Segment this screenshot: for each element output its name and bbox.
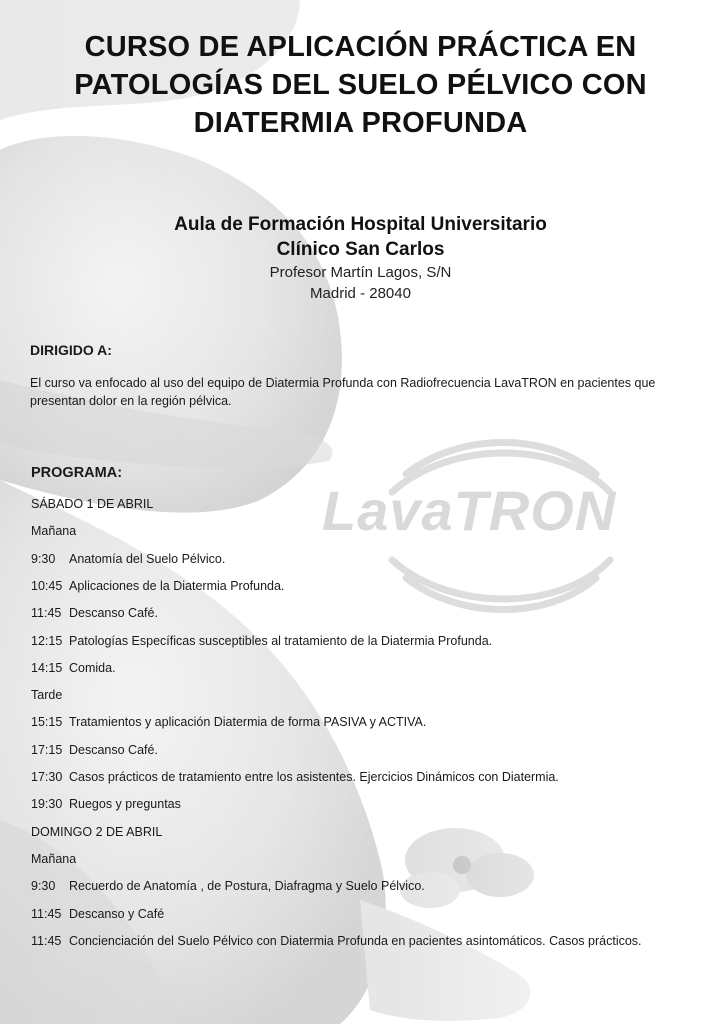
lavatron-logo: LavaTRON [322, 479, 617, 542]
programa-item [31, 687, 62, 703]
programa-heading: PROGRAMA: [31, 465, 123, 481]
programa-item-text: Comida. [69, 660, 116, 675]
programa-item-text: DOMINGO 2 DE ABRIL [31, 824, 163, 839]
programa-item [31, 851, 76, 867]
page-title [30, 28, 691, 142]
programa-item [31, 906, 164, 922]
venue-city: Madrid - 28040 [310, 285, 411, 302]
programa-item-time: 14:15 [31, 660, 63, 675]
title-line-3: DIATERMIA PROFUNDA [193, 107, 528, 139]
venue-address: Profesor Martín Lagos, S/N [269, 264, 452, 281]
programa-item-text: Recuerdo de Anatomía , de Postura, Diafragma y Suelo Pélvico. [69, 879, 425, 894]
programa-item [31, 551, 225, 567]
programa-item-text: Tarde [31, 688, 63, 703]
programa-item-text: Descanso y Café [69, 906, 165, 921]
programa-item [31, 796, 181, 812]
programa-item [31, 578, 284, 594]
programa-item [31, 660, 116, 676]
programa-item-text: Concienciación del Suelo Pélvico con Diatermia Profunda en pacientes asintomáticos. Casos prácticos. [69, 933, 642, 948]
programa-item-time: 9:30 [31, 551, 56, 566]
programa-item-text: Aplicaciones de la Diatermia Profunda. [69, 578, 285, 593]
programa-item-text: Tratamientos y aplicación Diatermia de forma PASIVA y ACTIVA. [69, 715, 427, 730]
programa-item-time: 19:30 [31, 797, 63, 812]
programa-item [31, 933, 642, 949]
programa-item-text: SÁBADO 1 DE ABRIL [31, 497, 154, 511]
programa-item-text: Ruegos y preguntas [69, 797, 181, 812]
programa-item [31, 605, 158, 621]
programa-item-text: Casos prácticos de tratamiento entre los asistentes. Ejercicios Dinámicos con Diatermia. [69, 770, 559, 784]
title-line-2: PATOLOGÍAS DEL SUELO PÉLVICO CON [74, 69, 647, 101]
venue-line-1: Aula de Formación Hospital Universitario [174, 214, 547, 235]
venue-block [60, 212, 661, 304]
programa-item-time: 9:30 [31, 879, 56, 894]
programa-item-text: Mañana [31, 524, 77, 539]
programa-item-text: Mañana [31, 851, 77, 866]
programa-item-time: 10:45 [31, 578, 63, 593]
programa-item-text: Anatomía del Suelo Pélvico. [69, 551, 226, 566]
programa-item [31, 878, 425, 894]
programa-item [31, 824, 162, 840]
programa-item-text: Descanso Café. [69, 742, 158, 757]
programa-item [31, 523, 76, 539]
dirigido-heading: DIRIGIDO A: [30, 342, 112, 358]
programa-item [31, 769, 559, 785]
programa-item-time: 11:45 [31, 906, 62, 921]
programa-item [31, 742, 158, 758]
programa-item-time: 11:45 [31, 933, 62, 948]
title-line-1: CURSO DE APLICACIÓN PRÁCTICA EN [84, 31, 637, 63]
programa-item-time: 17:15 [31, 742, 63, 757]
programa-item-text: Descanso Café. [69, 606, 158, 621]
programa-item-time: 12:15 [31, 633, 63, 648]
programa-item-text: Patologías Específicas susceptibles al tratamiento de la Diatermia Profunda. [69, 633, 493, 648]
programa-item [31, 496, 153, 512]
programa-item [31, 714, 426, 730]
venue-line-2: Clínico San Carlos [276, 239, 445, 260]
programa-item-time: 15:15 [31, 715, 63, 730]
programa-item [31, 633, 492, 649]
dirigido-text: El curso va enfocado al uso del equipo de Diatermia Profunda con Radiofrecuencia LavaTRON en pacientes que presentan dolor en la región pélvica. [30, 376, 656, 408]
programa-item-time: 17:30 [31, 770, 63, 784]
programa-item-time: 11:45 [31, 606, 62, 621]
